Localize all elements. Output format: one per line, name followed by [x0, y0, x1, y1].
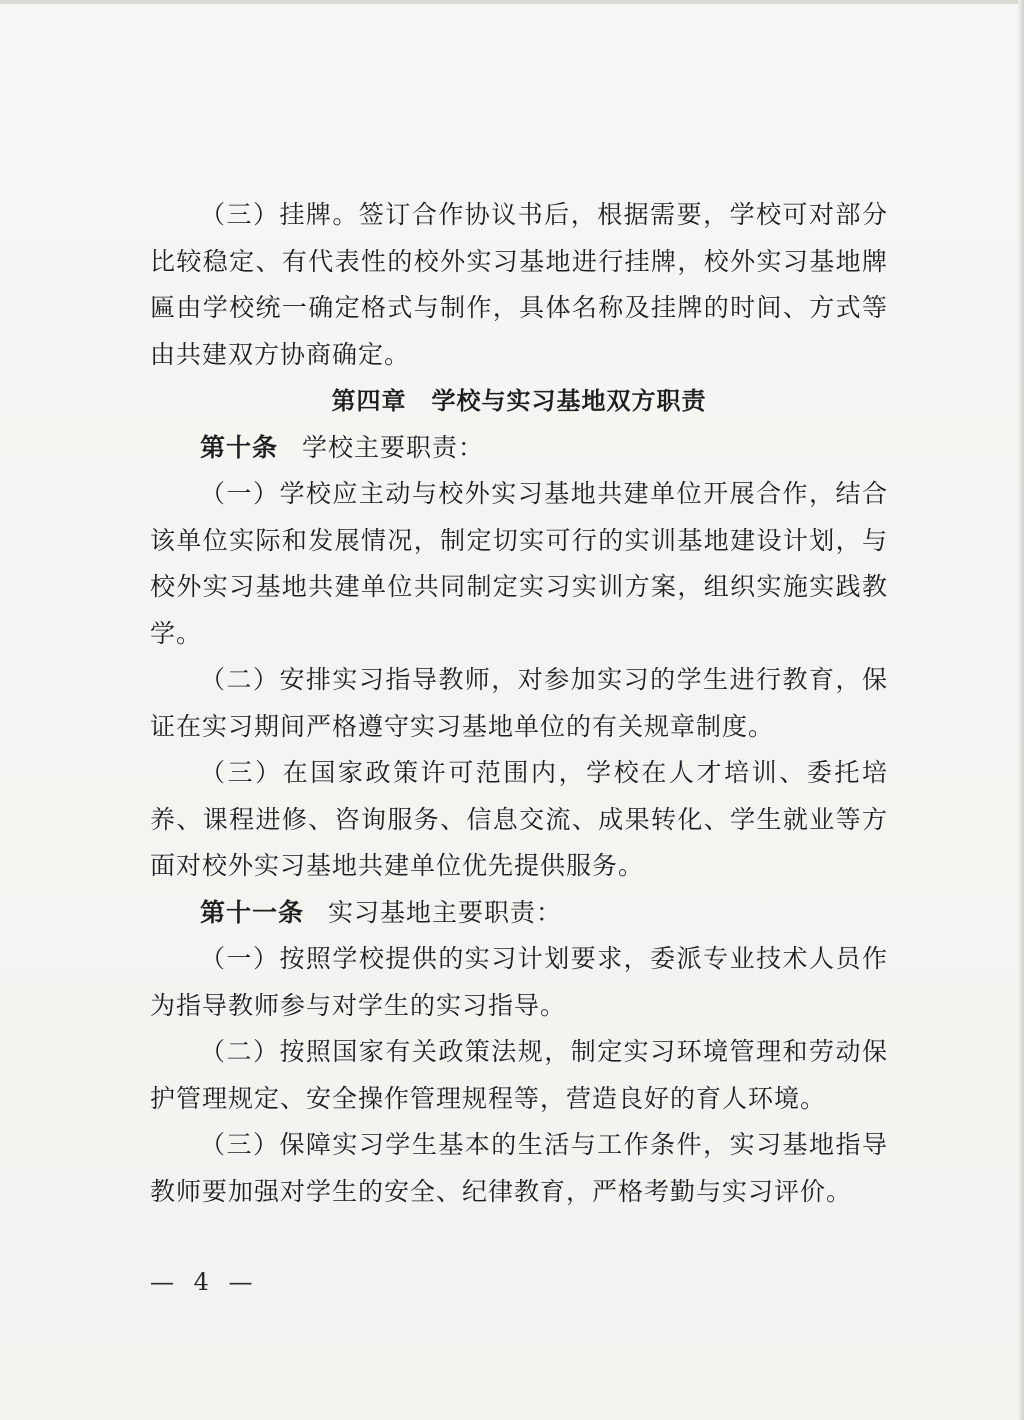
paragraph-school-duty-3: （三）在国家政策许可范围内，学校在人才培训、委托培养、课程进修、咨询服务、信息交流、成果转化、学生就业等方面对校外实习基地共建单位优先提供服务。 — [150, 758, 888, 880]
paragraph-plaque: （三）挂牌。签订合作协议书后，根据需要，学校可对部分比较稳定、有代表性的校外实习基地进行挂牌，校外实习基地牌匾由学校统一确定格式与制作，具体名称及挂牌的时间、方式等由共建双方协商确定。 — [150, 200, 888, 369]
article-label: 第十条 — [200, 432, 279, 462]
article-label: 第十一条 — [200, 897, 305, 927]
scan-edge-top — [0, 0, 1024, 4]
article-ten-heading — [150, 425, 888, 472]
article-eleven-heading — [150, 890, 888, 937]
scan-edge-right — [1018, 0, 1024, 1420]
paragraph-school-duty-1: （一）学校应主动与校外实习基地共建单位开展合作，结合该单位实际和发展情况，制定切实可行的实训基地建设计划，与校外实习基地共建单位共同制定实习实训方案，组织实施实践教学。 — [150, 479, 888, 648]
document-body — [150, 192, 888, 1215]
paragraph-base-duty-2: （二）按照国家有关政策法规，制定实习环境管理和劳动保护管理规定、安全操作管理规程等，营造良好的育人环境。 — [150, 1037, 888, 1113]
paragraph-base-duty-1: （一）按照学校提供的实习计划要求，委派专业技术人员作为指导教师参与对学生的实习指导。 — [150, 944, 888, 1020]
paragraph-base-duty-3: （三）保障实习学生基本的生活与工作条件，实习基地指导教师要加强对学生的安全、纪律教育，严格考勤与实习评价。 — [150, 1130, 888, 1206]
article-title: 学校主要职责： — [302, 432, 485, 462]
article-title: 实习基地主要职责： — [328, 897, 563, 927]
paragraph-school-duty-2: （二）安排实习指导教师，对参加实习的学生进行教育，保证在实习期间严格遵守实习基地单位的有关规章制度。 — [150, 665, 888, 741]
chapter-heading: 第四章 学校与实习基地双方职责 — [331, 387, 707, 415]
page-number: — 4 — — [150, 1268, 259, 1296]
